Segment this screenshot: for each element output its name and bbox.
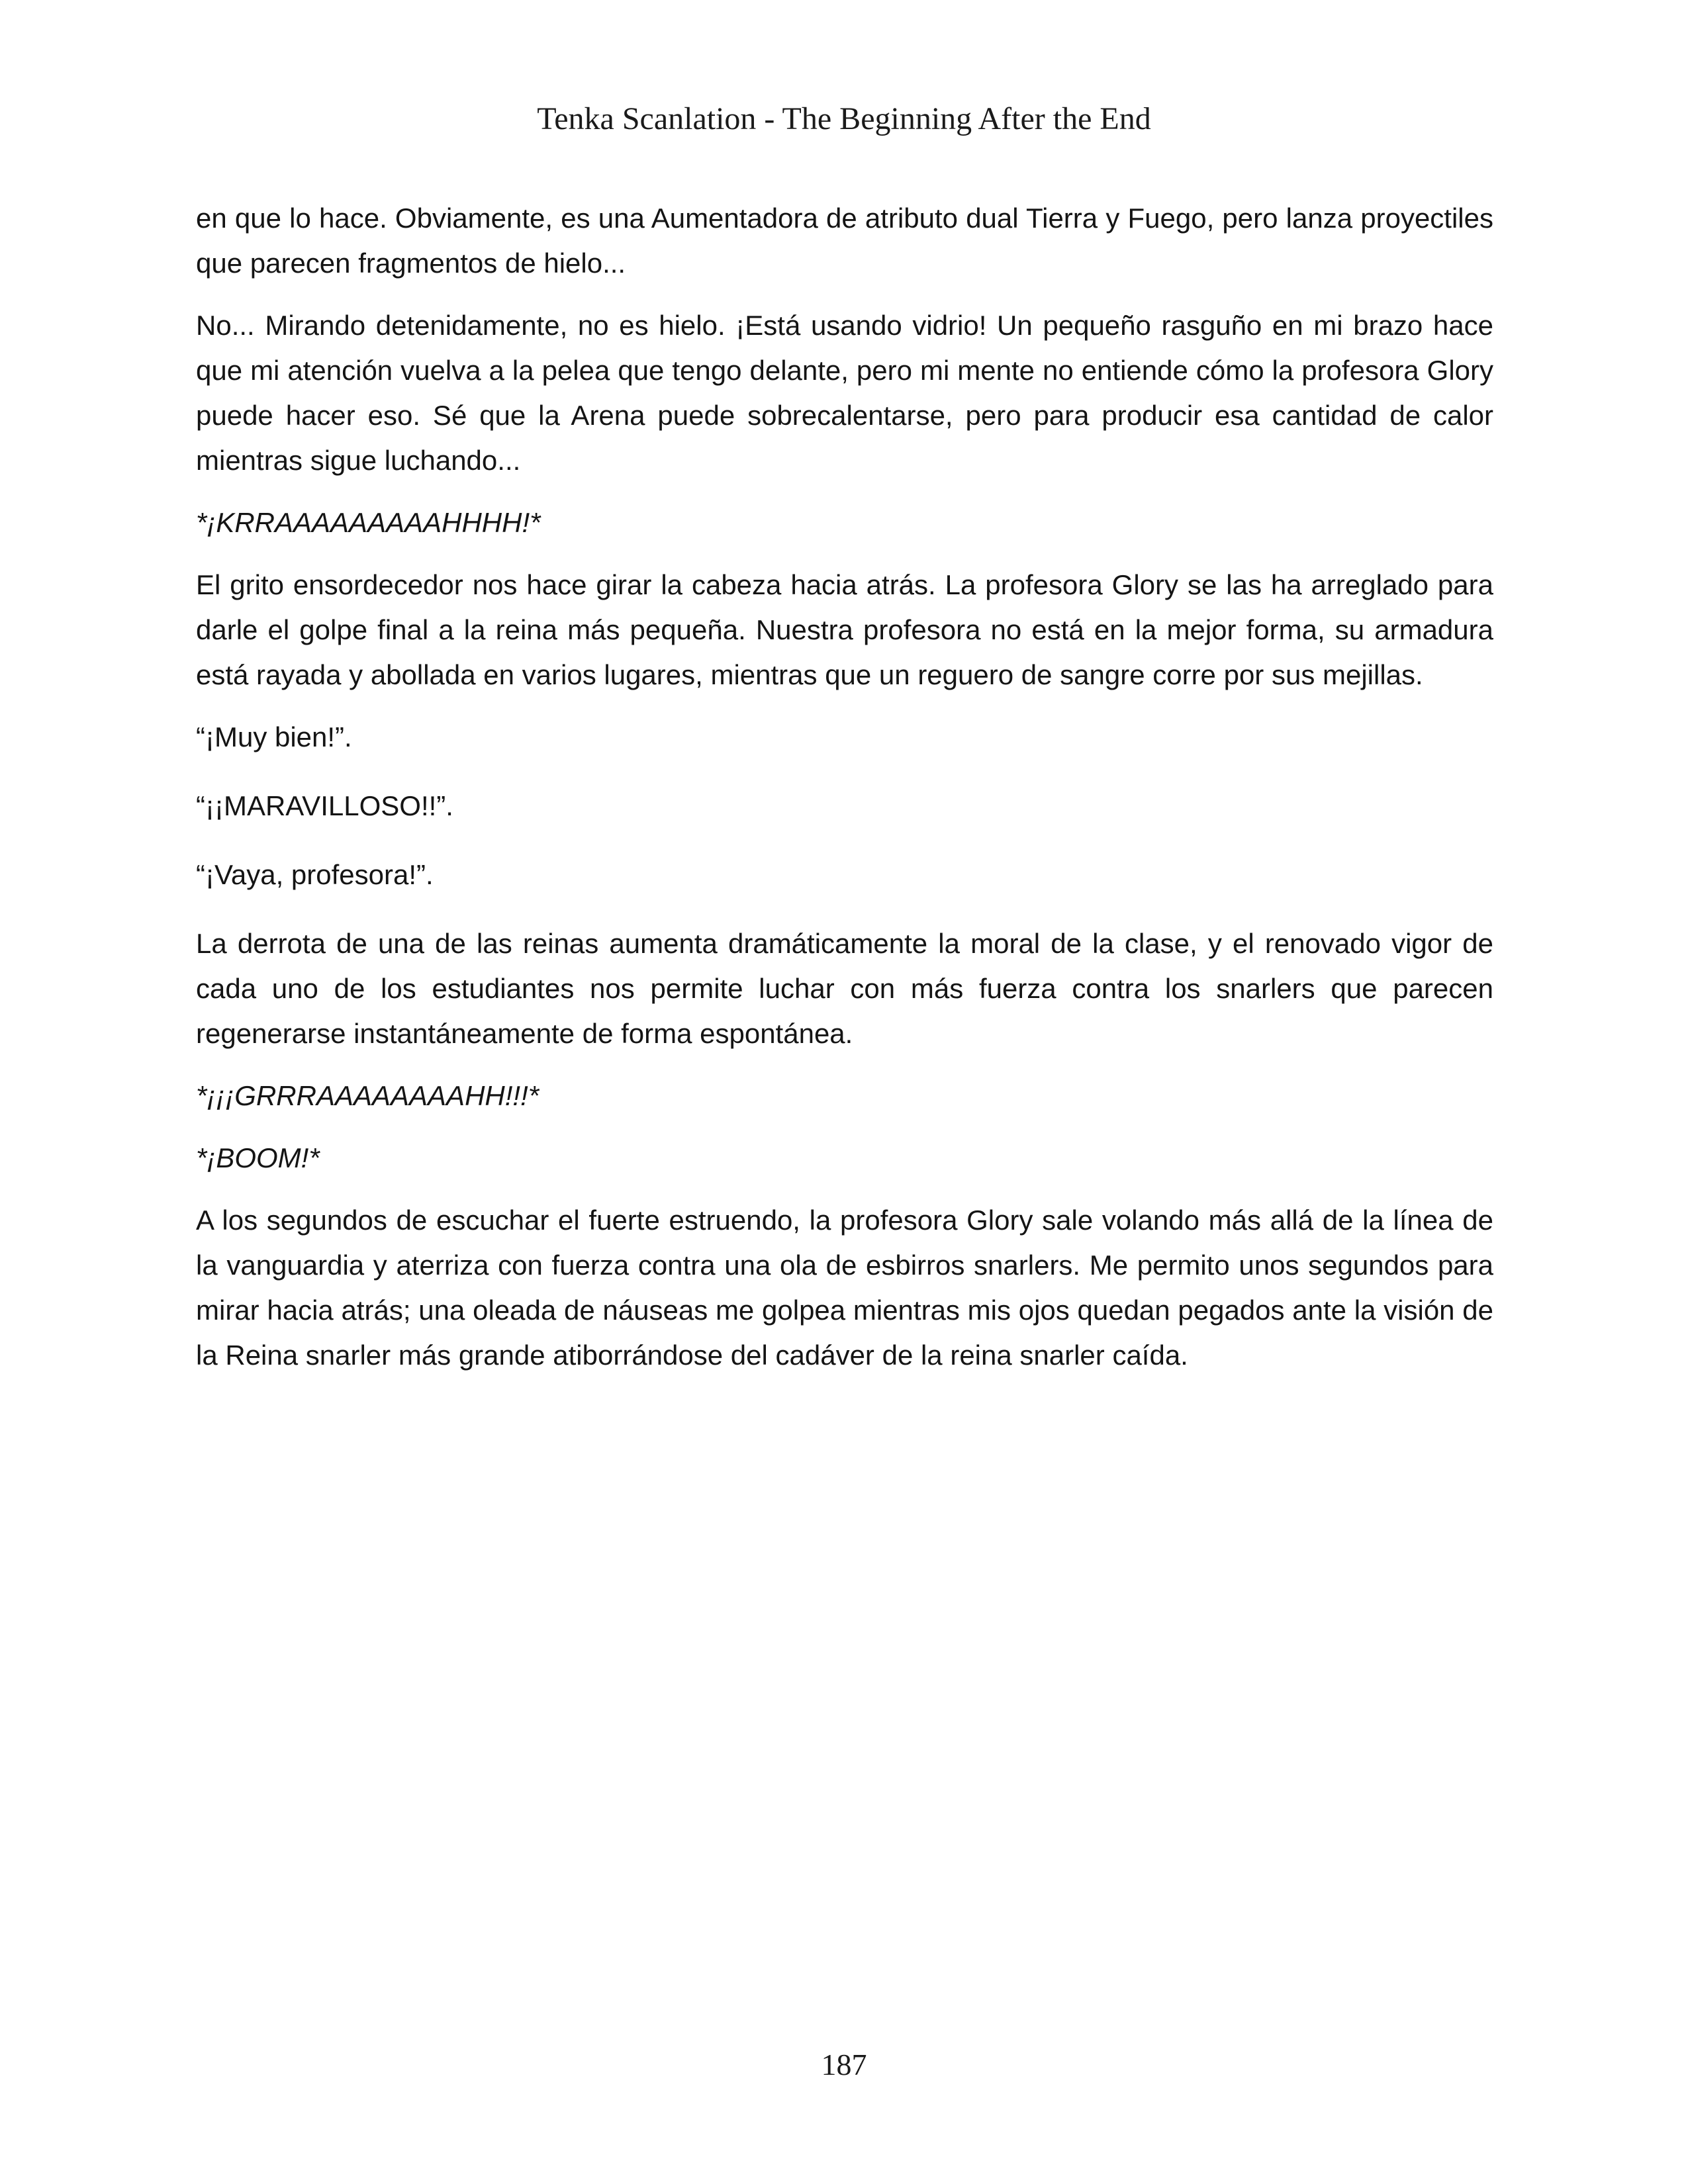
dialogue-line: “¡Vaya, profesora!”.	[196, 859, 434, 890]
paragraph: La derrota de una de las reinas aumenta dramáticamente la moral de la clase, y el renovado vigor de cada uno de los estudiantes nos permite luchar con más fuerza contra los snarlers que parecen regenerarse instantáneamente de forma espontánea.	[196, 928, 1493, 1049]
sound-effect-line: *¡¡¡GRRRAAAAAAAAHH!!!*	[196, 1080, 539, 1111]
sound-effect-line: *¡KRRAAAAAAAAAHHHH!*	[196, 507, 541, 538]
paragraph: en que lo hace. Obviamente, es una Aumentadora de atributo dual Tierra y Fuego, pero lanza proyectiles que parecen fragmentos de hielo...	[196, 203, 1493, 279]
paragraph: A los segundos de escuchar el fuerte estruendo, la profesora Glory sale volando más allá de la línea de la vanguardia y aterriza con fuerza contra una ola de esbirros snarlers. Me permito unos segundos para mirar hacia atrás; una oleada de náuseas me golpea mientras mis ojos quedan pegados ante la visión de la Reina snarler más grande atiborrándose del cadáver de la reina snarler caída.	[196, 1205, 1493, 1371]
dialogue-line: “¡Muy bien!”.	[196, 721, 352, 752]
paragraph: No... Mirando detenidamente, no es hielo. ¡Está usando vidrio! Un pequeño rasguño en mi brazo hace que mi atención vuelva a la pelea que tengo delante, pero mi mente no entiende cómo la profesora Glory puede hacer eso. Sé que la Arena puede sobrecalentarse, pero para producir esa cantidad de calor mientras sigue luchando...	[196, 310, 1493, 476]
sound-effect-line: *¡BOOM!*	[196, 1142, 320, 1173]
page-number: 187	[821, 2048, 867, 2081]
running-header: Tenka Scanlation - The Beginning After the End	[537, 101, 1151, 136]
paragraph: El grito ensordecedor nos hace girar la cabeza hacia atrás. La profesora Glory se las ha arreglado para darle el golpe final a la reina más pequeña. Nuestra profesora no está en la mejor forma, su armadura está rayada y abollada en varios lugares, mientras que un reguero de sangre corre por sus mejillas.	[196, 569, 1493, 690]
dialogue-line: “¡¡MARAVILLOSO!!”.	[196, 790, 453, 821]
body-text	[196, 196, 1493, 1395]
